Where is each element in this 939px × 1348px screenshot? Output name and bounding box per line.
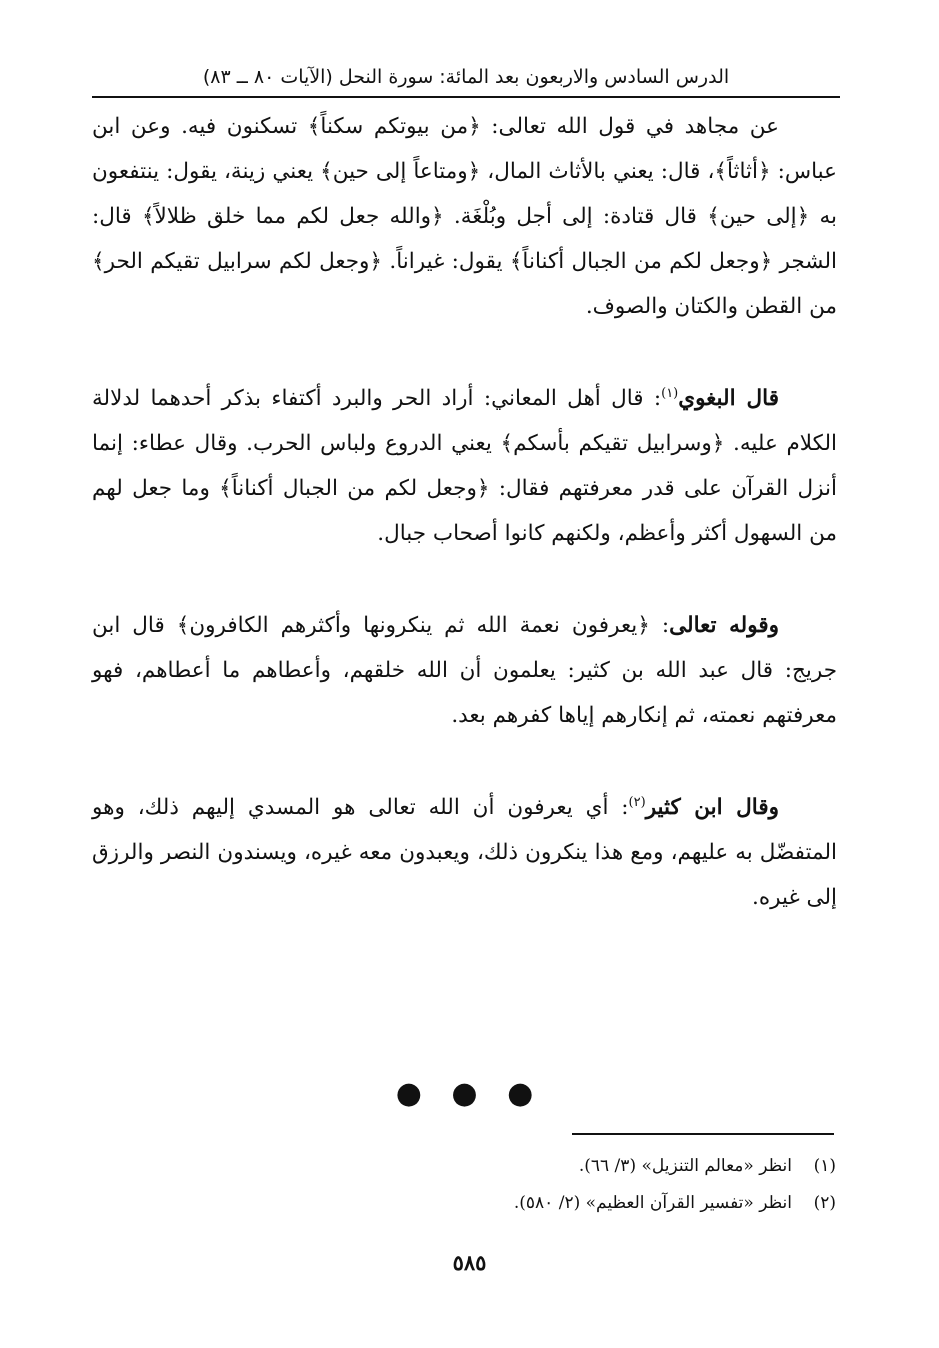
paragraph-verse [92,603,837,738]
footnote-item [300,1148,836,1185]
running-header: الدرس السادس والاربعون بعد المائة: سورة النحل (الآيات ٨٠ ــ ٨٣) [202,66,730,88]
body-text [92,104,837,967]
footnote-item [300,1185,836,1222]
paragraph-text: : قال أهل المعاني: أراد الحر والبرد أكتفاء بذكر أحدهما لدلالة الكلام عليه. ﴿وسرابيل تقيكم بأسكم﴾ يعني الدروع ولباس الحرب. وقال عطاء: إنما أنزل القرآن على قدر معرفتهم فقال: ﴿وجعل لكم من الجبال أكناناً﴾ وما جعل لهم من السهول أكثر وأعظم، ولكنهم كانوا أصحاب جبال. [92,386,837,546]
paragraph-ibn-kathir [92,785,837,920]
paragraph-text: عن مجاهد في قول الله تعالى: ﴿من بيوتكم سكناً﴾ تسكنون فيه. وعن ابن عباس: ﴿أثاثاً﴾، قال: يعني بالأثاث المال، ﴿ومتاعاً إلى حين﴾ يعني زينة، يقول: ينتفعون به ﴿إلى حين﴾ قال قتادة: إلى أجل وبُلْغَة. ﴿والله جعل لكم مما خلق ظلالاً﴾ قال: الشجر ﴿وجعل لكم من الجبال أكناناً﴾ يقول: غيراناً. ﴿وجعل لكم سرابيل تقيكم الحر﴾ من القطن والكتان والصوف. [92,114,837,319]
paragraph-lead: وقوله تعالى [669,613,779,638]
footnote-number: (١) [813,1156,836,1176]
footnote-ref: (٢) [628,794,646,810]
paragraph-mujahid [92,104,837,329]
paragraph-text: : أي يعرفون أن الله تعالى هو المسدي إليهم ذلك، وهو المتفضّل به عليهم، ومع هذا ينكرون ذلك، ويعبدون معه غيره، ويسندون النصر والرزق إلى غيره. [92,795,837,910]
paragraph-lead: وقال ابن كثير [645,795,779,820]
footnotes [300,1148,836,1222]
page-number: ٥٨٥ [452,1250,487,1275]
footnote-text: انظر «معالم التنزيل» (٣/ ٦٦). [578,1156,792,1176]
footnote-text: انظر «تفسير القرآن العظيم» (٢/ ٥٨٠). [513,1193,792,1213]
header-divider [92,96,840,98]
footnote-ref: (١) [661,385,679,401]
paragraph-baghawi [92,376,837,556]
footnote-number: (٢) [813,1193,836,1213]
section-separator: ● ● ● [395,1076,544,1111]
paragraph-text: : ﴿يعرفون نعمة الله ثم ينكرونها وأكثرهم الكافرون﴾ قال ابن جريج: قال عبد الله بن كثير: يعلمون أن الله خلقهم، وأعطاهم ما أعطاهم، فهو معرفتهم نعمته، ثم إنكارهم إياها كفرهم بعد. [92,613,837,728]
paragraph-lead: قال البغوي [678,386,779,411]
footnote-divider [572,1133,834,1135]
